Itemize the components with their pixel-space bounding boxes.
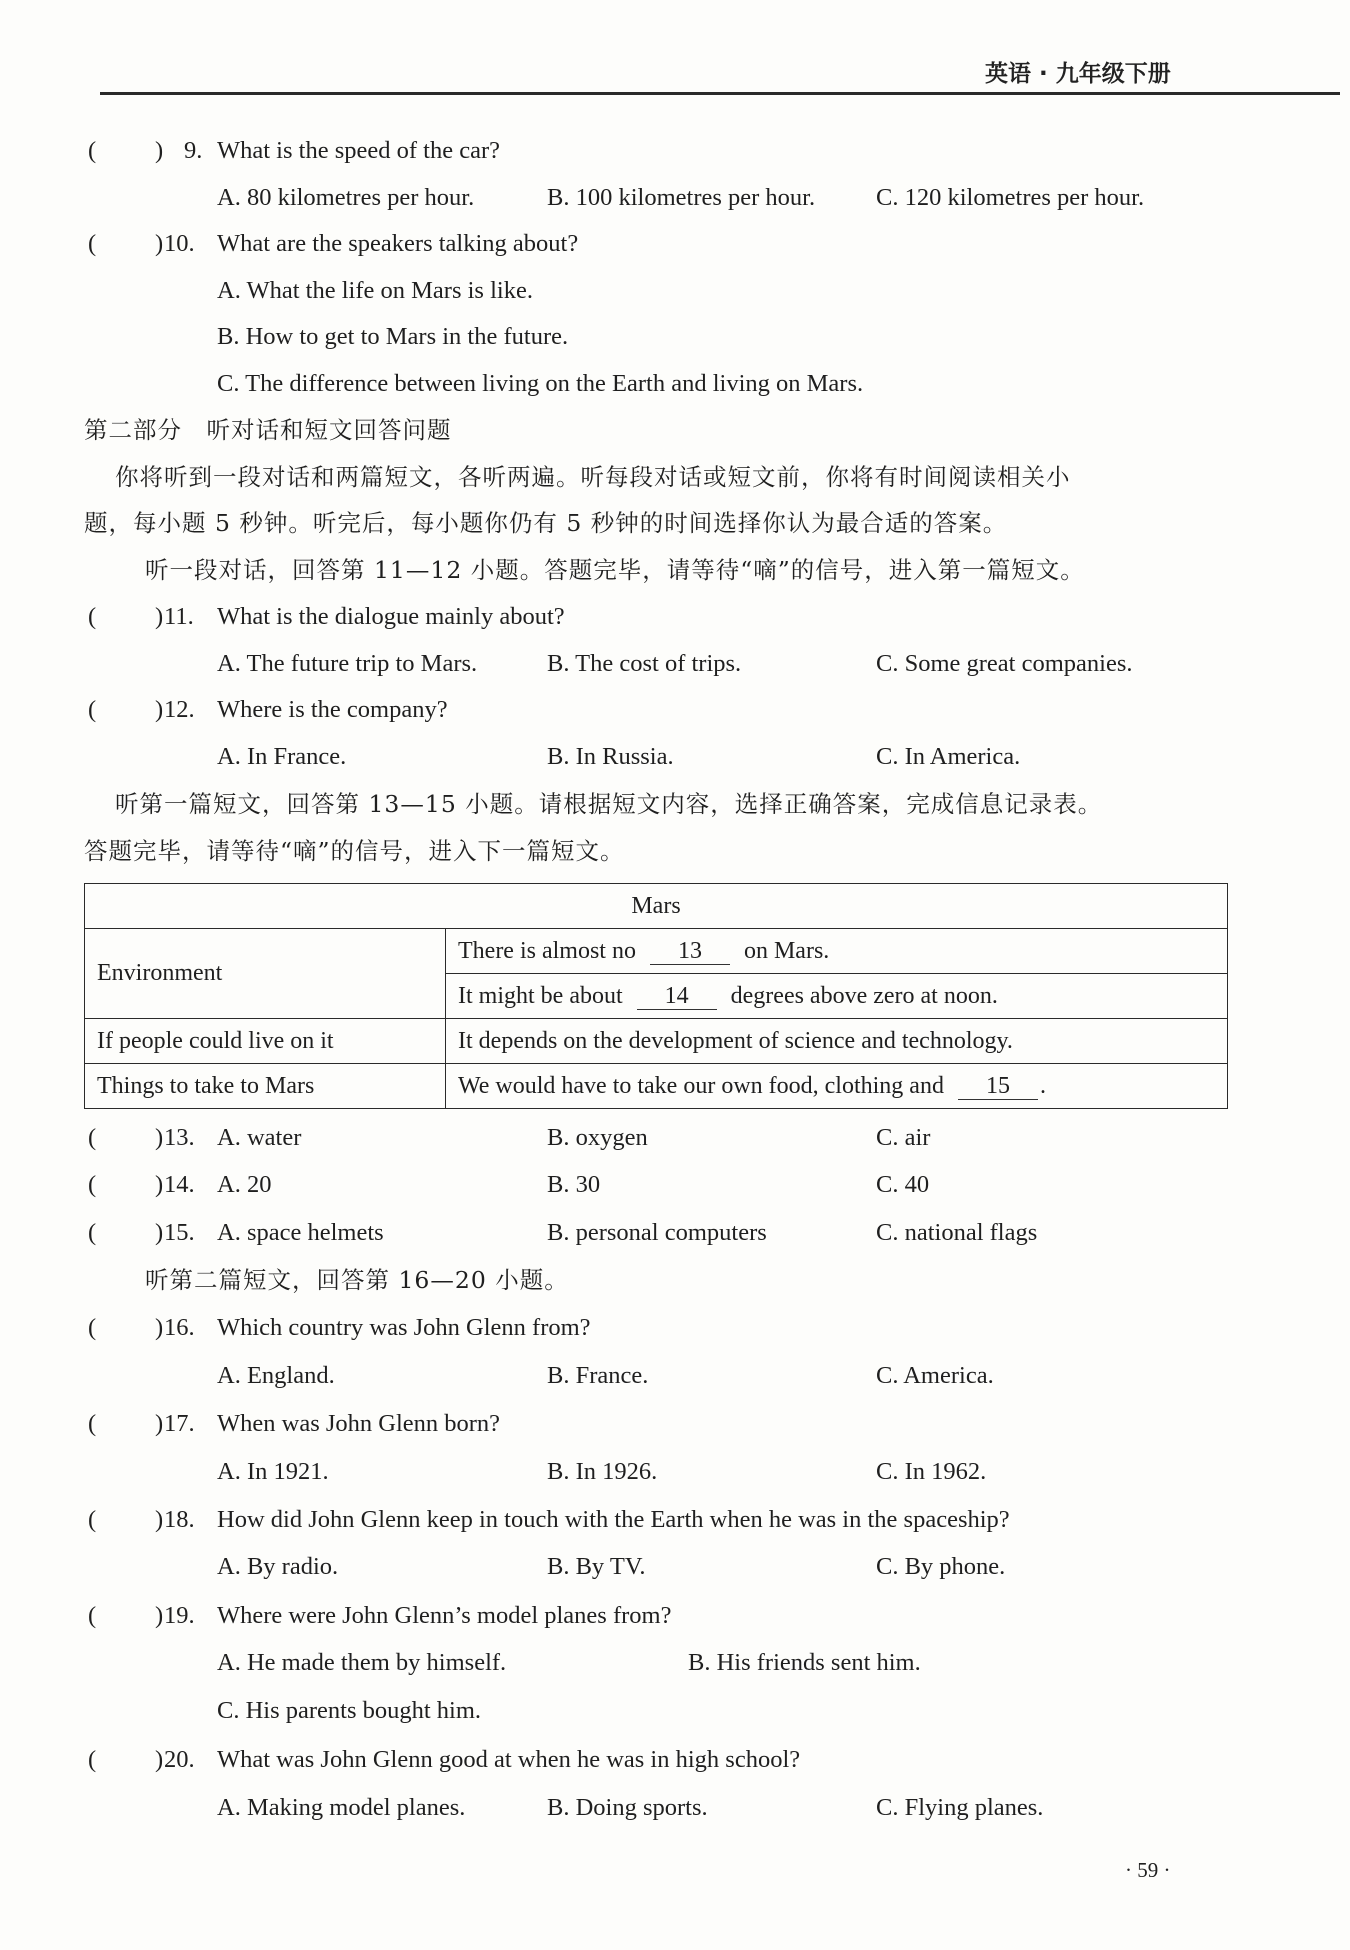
option-b: B. 100 kilometres per hour. (547, 184, 816, 211)
option-a: A. space helmets (217, 1219, 384, 1246)
section-intro-line-2: 题，每小题 5 秒钟。听完后，每小题你仍有 5 秒钟的时间选择你认为最合适的答案。 (84, 509, 1008, 537)
fill-blank-13: 13 (650, 938, 730, 965)
question-stem: What was John Glenn good at when he was in high school? (217, 1746, 801, 1773)
option-a: A. 80 kilometres per hour. (217, 184, 475, 211)
answer-paren-left: ( (88, 1506, 97, 1533)
question-15 (0, 1216, 1350, 1250)
answer-paren-right: ) (155, 1314, 164, 1341)
question-number: 16. (164, 1314, 195, 1341)
option-c: C. In 1962. (876, 1458, 987, 1485)
answer-paren-left: ( (88, 1124, 97, 1151)
option-a: A. By radio. (217, 1553, 339, 1580)
environment-label: Environment (85, 929, 446, 1019)
question-number: 15. (164, 1219, 195, 1246)
option-a: A. water (217, 1124, 302, 1151)
option-b: B. France. (547, 1362, 649, 1389)
option-a: A. Making model planes. (217, 1794, 466, 1821)
option-b: B. How to get to Mars in the future. (217, 323, 569, 350)
option-c: C. America. (876, 1362, 994, 1389)
question-19 (0, 1599, 1350, 1633)
environment-row-1 (446, 929, 1228, 974)
option-a: A. In 1921. (217, 1458, 329, 1485)
question-number: 10. (164, 230, 195, 257)
option-b: B. In 1926. (547, 1458, 658, 1485)
option-a: A. He made them by himself. (217, 1649, 507, 1676)
live-value: It depends on the development of science and technology. (446, 1019, 1228, 1064)
question-stem: How did John Glenn keep in touch with the Earth when he was in the spaceship? (217, 1506, 1010, 1533)
question-stem: When was John Glenn born? (217, 1410, 501, 1437)
cell-text: on Mars. (743, 937, 830, 964)
page-header-title: 英语 · 九年级下册 (985, 61, 1171, 87)
passage-2-instruction: 听第二篇短文，回答第 16—20 小题。 (145, 1266, 569, 1294)
answer-paren-right: ) (155, 1746, 164, 1773)
page-number: · 59 · (1125, 1858, 1171, 1882)
question-number: 20. (164, 1746, 195, 1773)
cell-text: There is almost no (458, 937, 636, 964)
question-11-options (0, 647, 1350, 681)
answer-paren-right: ) (155, 230, 164, 257)
mars-info-table (84, 883, 1228, 1109)
live-label: If people could live on it (85, 1019, 446, 1064)
question-16 (0, 1311, 1350, 1345)
question-stem: Where is the company? (217, 696, 448, 723)
answer-paren-left: ( (88, 1602, 97, 1629)
question-stem: Where were John Glenn’s model planes from? (217, 1602, 672, 1629)
question-12-options (0, 740, 1350, 774)
option-c: C. Flying planes. (876, 1794, 1044, 1821)
option-b: B. By TV. (547, 1553, 646, 1580)
answer-paren-left: ( (88, 137, 97, 164)
question-16-options (0, 1359, 1350, 1393)
answer-paren-left: ( (88, 1410, 97, 1437)
fill-blank-15: 15 (958, 1073, 1038, 1100)
option-b: B. personal computers (547, 1219, 767, 1246)
cell-text: . (1039, 1072, 1046, 1099)
option-c: C. air (876, 1124, 931, 1151)
question-number: 12. (164, 696, 195, 723)
answer-paren-left: ( (88, 1314, 97, 1341)
cell-text: degrees above zero at noon. (730, 982, 998, 1009)
question-13 (0, 1121, 1350, 1155)
answer-paren-left: ( (88, 1219, 97, 1246)
answer-paren-right: ) (155, 137, 164, 164)
question-stem: What are the speakers talking about? (217, 230, 579, 257)
header-rule (100, 92, 1340, 95)
question-18-options (0, 1550, 1350, 1584)
option-a: A. England. (217, 1362, 335, 1389)
question-17-options (0, 1455, 1350, 1489)
question-number: 18. (164, 1506, 195, 1533)
option-a: A. 20 (217, 1171, 272, 1198)
question-stem: What is the speed of the car? (217, 137, 500, 164)
option-b: B. The cost of trips. (547, 650, 742, 677)
question-12 (0, 693, 1350, 727)
section-title: 第二部分 听对话和短文回答问题 (84, 416, 452, 444)
option-c: C. national flags (876, 1219, 1038, 1246)
option-a: A. In France. (217, 743, 347, 770)
answer-paren-right: ) (155, 603, 164, 630)
answer-paren-left: ( (88, 603, 97, 630)
answer-paren-right: ) (155, 1506, 164, 1533)
question-9-options (0, 181, 1350, 215)
answer-paren-right: ) (155, 1219, 164, 1246)
option-c: C. Some great companies. (876, 650, 1133, 677)
option-a: A. What the life on Mars is like. (217, 277, 533, 304)
option-c: C. 120 kilometres per hour. (876, 184, 1145, 211)
answer-paren-left: ( (88, 1171, 97, 1198)
answer-paren-right: ) (155, 1124, 164, 1151)
option-b: B. Doing sports. (547, 1794, 708, 1821)
question-number: 13. (164, 1124, 195, 1151)
fill-blank-14: 14 (637, 983, 717, 1010)
question-9 (0, 134, 1350, 168)
environment-row-2 (446, 974, 1228, 1019)
option-a: A. The future trip to Mars. (217, 650, 478, 677)
answer-paren-left: ( (88, 1746, 97, 1773)
option-c: C. In America. (876, 743, 1021, 770)
passage-1-instruction-line-1: 听第一篇短文，回答第 13—15 小题。请根据短文内容，选择正确答案，完成信息记录表。 (115, 790, 1103, 818)
dialogue-instruction: 听一段对话，回答第 11—12 小题。答题完毕，请等待“嘀”的信号，进入第一篇短文。 (145, 556, 1085, 584)
question-17 (0, 1407, 1350, 1441)
option-c: C. His parents bought him. (217, 1697, 482, 1724)
option-c: C. By phone. (876, 1553, 1006, 1580)
question-20-options (0, 1791, 1350, 1825)
answer-paren-right: ) (155, 1171, 164, 1198)
question-number: 11. (164, 603, 194, 630)
option-b: B. oxygen (547, 1124, 648, 1151)
question-stem: What is the dialogue mainly about? (217, 603, 565, 630)
question-number: 9. (184, 137, 203, 164)
option-b: B. 30 (547, 1171, 601, 1198)
question-18 (0, 1503, 1350, 1537)
question-11 (0, 600, 1350, 634)
option-b: B. His friends sent him. (688, 1649, 921, 1676)
question-number: 19. (164, 1602, 195, 1629)
section-intro-line-1: 你将听到一段对话和两篇短文，各听两遍。听每段对话或短文前，你将有时间阅读相关小 (115, 463, 1071, 491)
answer-paren-left: ( (88, 230, 97, 257)
question-stem: Which country was John Glenn from? (217, 1314, 591, 1341)
cell-text: We would have to take our own food, clothing and (458, 1072, 944, 1099)
option-b: B. In Russia. (547, 743, 674, 770)
table-heading: Mars (85, 884, 1228, 929)
take-label: Things to take to Mars (85, 1064, 446, 1109)
answer-paren-right: ) (155, 696, 164, 723)
passage-1-instruction-line-2: 答题完毕，请等待“嘀”的信号，进入下一篇短文。 (84, 837, 625, 865)
question-19-options (0, 1646, 1350, 1680)
option-c: C. The difference between living on the Earth and living on Mars. (217, 370, 864, 397)
question-10 (0, 227, 1350, 261)
answer-paren-right: ) (155, 1410, 164, 1437)
take-row (446, 1064, 1228, 1109)
answer-paren-right: ) (155, 1602, 164, 1629)
option-c: C. 40 (876, 1171, 930, 1198)
question-14 (0, 1168, 1350, 1202)
cell-text: It might be about (458, 982, 623, 1009)
question-number: 17. (164, 1410, 195, 1437)
question-number: 14. (164, 1171, 195, 1198)
answer-paren-left: ( (88, 696, 97, 723)
question-20 (0, 1743, 1350, 1777)
